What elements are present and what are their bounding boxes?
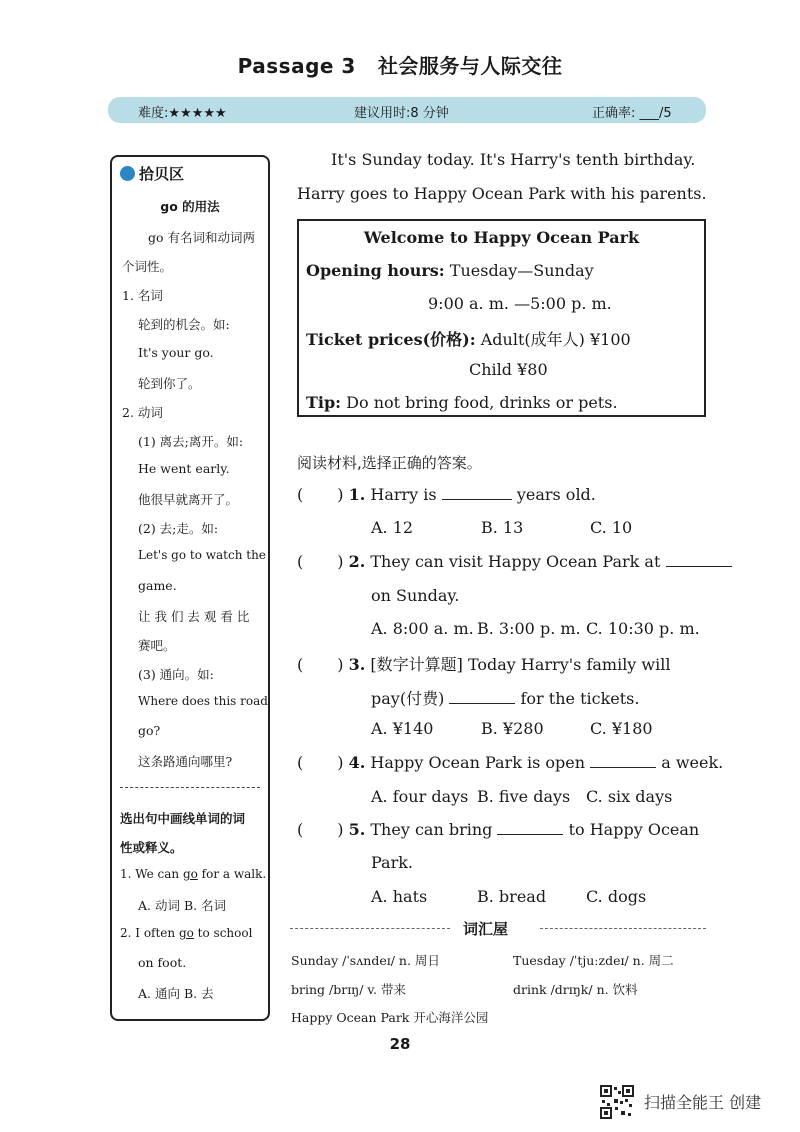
opening-hours-row [306,261,594,280]
question-1: ( ) 1. Harry is years old. [297,485,596,504]
exercise-2 [120,926,252,940]
tips-sidebar [110,155,270,1021]
answer-blank[interactable] [449,702,515,704]
q1-option-a[interactable]: A. 12 [371,518,414,537]
answer-blank[interactable] [497,833,563,835]
difficulty-label: 难度:★★★★★ [138,106,227,121]
vocab-tuesday: Tuesday /ˈtjuːzdeɪ/ n. 周二 [513,953,674,968]
exercise-2-word: go [178,926,194,940]
question-4-text-end: a week. [661,753,724,772]
question-3-cont [371,686,639,709]
sidebar-line: go? [138,723,161,738]
answer-blank[interactable] [666,565,732,567]
sidebar-line: (3) 通向。如: [138,667,214,682]
sidebar-divider [120,787,260,788]
exercise-title-cont: 性或释义。 [120,840,183,855]
exercise-2-cont: on foot. [138,955,187,970]
question-5: ( ) 5. They can bring to Happy Ocean [297,820,700,839]
exercise-1-post: for a walk. [197,867,267,881]
exercise-2-pre: 2. I often [120,926,179,940]
question-5-text: They can bring [370,820,493,839]
question-2: ( ) 2. They can visit Happy Ocean Park at [297,552,732,571]
vocab-divider-left [290,928,450,929]
tip-label: Tip: [306,393,342,412]
ticket-prices-row [306,327,631,350]
exercise-2-post: to school [193,926,253,940]
question-4-number: 4. [348,753,366,772]
shell-icon [120,166,135,181]
sidebar-line: 轮到你了。 [138,376,201,391]
page-number: 28 [389,1035,411,1053]
tip-row [306,393,618,412]
sidebar-line: (2) 去;走。如: [138,521,219,536]
sidebar-title-text: 拾贝区 [139,165,185,183]
sidebar-line: It's your go. [138,345,214,360]
exercise-1 [120,867,266,881]
vocab-sunday: Sunday /ˈsʌndeɪ/ n. 周日 [291,953,440,968]
park-notice [297,219,706,417]
question-1-number: 1. [348,485,366,504]
passage-line: It's Sunday today. It's Harry's tenth birthday. [331,150,696,169]
q5-option-c[interactable]: C. dogs [586,887,647,906]
notice-title: Welcome to Happy Ocean Park [363,228,640,247]
info-bar [108,97,706,123]
question-3-cont-text: pay(付费) [371,689,445,708]
question-3: ( ) 3. [数字计算题] Today Harry's family will [297,655,671,674]
q5-option-b[interactable]: B. bread [477,887,547,906]
question-5-text-end: to Happy Ocean [568,820,700,839]
sidebar-line: 2. 动词 [122,405,163,420]
q4-option-c[interactable]: C. six days [586,787,673,806]
q1-option-b[interactable]: B. 13 [481,518,524,537]
q3-option-b[interactable]: B. ¥280 [481,719,544,738]
sidebar-line: go 有名词和动词两 [148,230,256,245]
sidebar-title [120,163,184,184]
sidebar-line: 这条路通向哪里? [138,754,233,769]
question-5-number: 5. [348,820,366,839]
sidebar-line: Let's go to watch the [138,548,266,562]
sidebar-line: 轮到的机会。如: [138,317,230,332]
accuracy-label: 正确率: ___/5 [592,106,672,121]
suggested-time-label: 建议用时:8 分钟 [354,106,449,121]
vocab-title: 词汇屋 [463,920,509,938]
question-2-text: They can visit Happy Ocean Park at [370,552,661,571]
question-4: ( ) 4. Happy Ocean Park is open a week. [297,753,724,772]
sidebar-line: 让 我 们 去 观 看 比 [138,609,250,624]
q4-option-b[interactable]: B. five days [477,787,571,806]
question-1-text: Harry is [370,485,437,504]
scanner-watermark: 扫描全能王 创建 [644,1093,762,1112]
passage-line: Harry goes to Happy Ocean Park with his parents. [297,184,707,203]
sidebar-line: game. [138,578,177,593]
sidebar-line: 他很早就离开了。 [138,492,239,507]
instruction: 阅读材料,选择正确的答案。 [297,454,482,472]
sidebar-line: 赛吧。 [138,638,176,653]
ticket-prices-label: Ticket prices(价格): [306,330,476,349]
question-2-cont: on Sunday. [371,586,460,605]
question-3-cont-end: for the tickets. [520,689,640,708]
exercise-title: 选出句中画线单词的词 [120,811,246,826]
question-3-text: [数字计算题] Today Harry's family will [370,655,671,674]
vocab-happy-ocean-park: Happy Ocean Park 开心海洋公园 [291,1010,489,1025]
exercise-2-options: A. 通向 B. 去 [138,986,214,1001]
passage-title [0,50,800,79]
passage-topic: 社会服务与人际交往 [377,54,563,78]
vocab-drink: drink /drɪŋk/ n. 饮料 [513,982,638,997]
question-3-number: 3. [348,655,366,674]
sidebar-line: He went early. [138,461,230,476]
sidebar-line: Where does this road [138,694,268,708]
go-usage-title: go 的用法 [160,199,220,214]
sidebar-line: 个词性。 [122,259,173,274]
tip-text: Do not bring food, drinks or pets. [346,393,618,412]
answer-blank[interactable] [590,766,656,768]
vocab-divider-right [540,928,706,929]
opening-hours-label: Opening hours: [306,261,445,280]
question-5-cont: Park. [371,853,414,872]
qr-code-icon [600,1085,634,1119]
exercise-1-word: go [182,867,198,881]
sidebar-line: 1. 名词 [122,288,163,303]
child-price: Child ¥80 [469,360,548,379]
q3-option-a[interactable]: A. ¥140 [371,719,434,738]
question-2-number: 2. [348,552,366,571]
q4-option-a[interactable]: A. four days [371,787,469,806]
q3-option-c[interactable]: C. ¥180 [590,719,653,738]
question-1-text-end: years old. [516,485,596,504]
exercise-1-pre: 1. We can [120,867,183,881]
opening-hours-time: 9:00 a. m. —5:00 p. m. [428,294,612,313]
exercise-1-options: A. 动词 B. 名词 [138,898,227,913]
answer-blank[interactable] [442,498,512,500]
q5-option-a[interactable]: A. hats [371,887,428,906]
opening-hours-days: Tuesday—Sunday [449,261,594,280]
adult-price: Adult(成年人) ¥100 [480,330,631,349]
q2-option-c[interactable]: C. 10:30 p. m. [586,619,700,638]
q2-option-b[interactable]: B. 3:00 p. m. [477,619,581,638]
q2-option-a[interactable]: A. 8:00 a. m. [371,619,474,638]
passage-number: Passage 3 [237,54,356,78]
sidebar-line: (1) 离去;离开。如: [138,434,244,449]
q1-option-c[interactable]: C. 10 [590,518,633,537]
vocab-bring: bring /brɪŋ/ v. 带来 [291,982,406,997]
question-4-text: Happy Ocean Park is open [370,753,586,772]
